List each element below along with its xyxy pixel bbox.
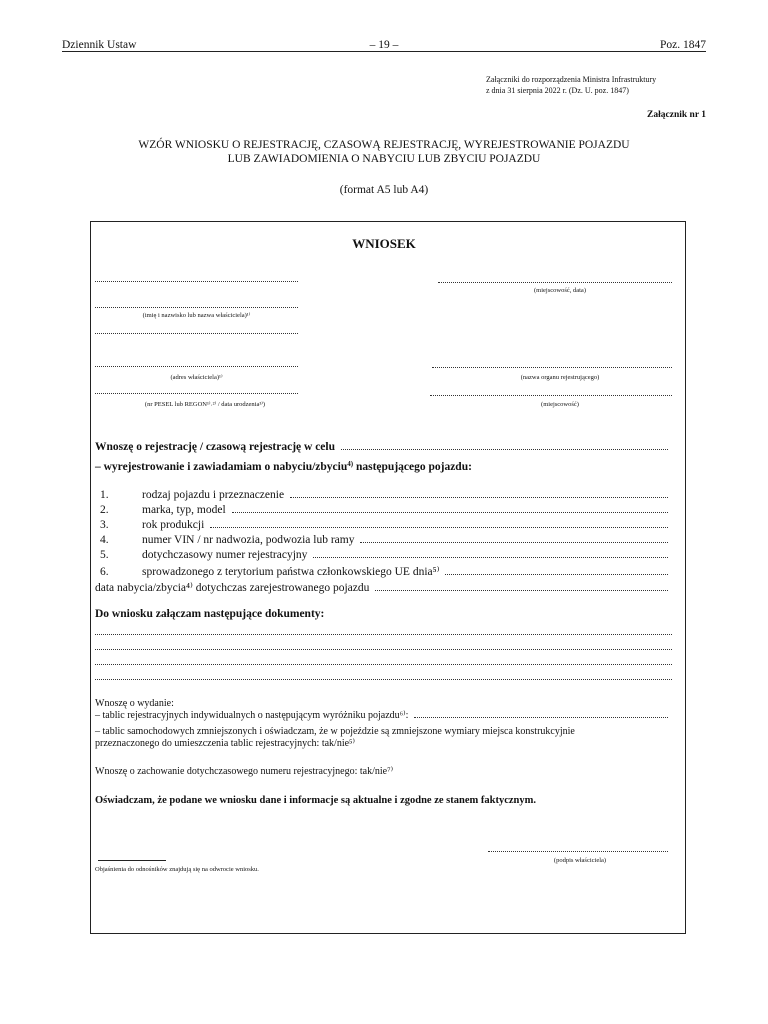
item-field[interactable] — [290, 497, 668, 498]
vehicle-item — [100, 504, 672, 516]
item-label: marka, typ, model — [142, 504, 226, 516]
issue-heading: Wnoszę o wydanie: — [95, 698, 174, 709]
title-line-2: LUB ZAWIADOMIENIA O NABYCIU LUB ZBYCIU POJAZDU — [227, 153, 541, 165]
item-label: numer VIN / nr nadwozia, podwozia lub ramy — [142, 534, 355, 546]
vehicle-item — [100, 489, 672, 501]
item-label: sprowadzonego z terytorium państwa członkowskiego UE dnia⁵⁾ — [142, 566, 440, 578]
signature-field[interactable] — [488, 851, 668, 852]
issue-line-1-text: – tablic rejestracyjnych indywidualnych o następującym wyróżniku pojazdu⁶⁾: — [95, 710, 409, 721]
acquisition-date-label: data nabycia/zbycia⁴⁾ dotychczas zarejestrowanego pojazdu — [95, 582, 370, 594]
attachment-field[interactable] — [95, 679, 672, 680]
item-field[interactable] — [313, 557, 668, 558]
item-number: 1. — [100, 489, 109, 501]
acquisition-date-row — [95, 580, 672, 594]
item-field[interactable] — [210, 527, 668, 528]
vehicle-identifier-field[interactable] — [414, 717, 668, 718]
page-number: – 19 – — [369, 39, 399, 51]
pesel-caption: (nr PESEL lub REGON¹⁾˒²⁾ / data urodzenia³⁾) — [144, 401, 266, 408]
issue-line-1 — [95, 710, 672, 721]
title-line-1: WZÓR WNIOSKU O REJESTRACJĘ, CZASOWĄ REJESTRACJĘ, WYREJESTROWANIE POJAZDU — [138, 139, 630, 151]
attachment-field[interactable] — [95, 664, 672, 665]
footnote-note: Objaśnienia do odnośników znajdują się na odwrocie wniosku. — [95, 866, 259, 873]
owner-name-field-1[interactable] — [95, 281, 298, 282]
request-line-2 — [95, 460, 472, 473]
item-label: dotychczasowy numer rejestracyjny — [142, 549, 308, 561]
issue-line-2: – tablic samochodowych zmniejszonych i oświadczam, że w pojeździe są zmniejszone wymiary miejsca konstrukcyjnie — [95, 726, 575, 737]
authority-caption: (nazwa organu rejestrującego) — [520, 374, 600, 381]
item-label: rodzaj pojazdu i przeznaczenie — [142, 489, 285, 501]
vehicle-item — [100, 534, 672, 546]
request-line-2-end: następującego pojazdu: — [353, 461, 472, 473]
owner-name-field-2[interactable] — [95, 307, 298, 308]
owner-address-caption: (adres właściciela)¹⁾ — [170, 374, 223, 381]
annex-note — [486, 74, 708, 96]
item-label: rok produkcji — [142, 519, 205, 531]
issue-line-3: przeznaczonego do umieszczenia tablic rejestracyjnych: tak/nie⁵⁾ — [95, 738, 355, 749]
place-caption: (miejscowość) — [541, 401, 579, 408]
footnote-rule — [98, 860, 166, 861]
annex-number: Załącznik nr 1 — [647, 110, 706, 120]
request-line-1-text: Wnoszę o rejestrację / czasową rejestrację w celu — [95, 441, 336, 453]
attachments-heading: Do wniosku załączam następujące dokumenty: — [95, 608, 325, 620]
item-field[interactable] — [445, 574, 668, 575]
owner-address-field-1[interactable] — [95, 333, 298, 334]
form-heading: WNIOSEK — [352, 236, 416, 251]
vehicle-item — [100, 564, 672, 578]
attachment-field[interactable] — [95, 649, 672, 650]
purpose-field[interactable] — [341, 449, 668, 450]
item-field[interactable] — [360, 542, 668, 543]
item-number: 2. — [100, 504, 109, 516]
position-number: Poz. 1847 — [660, 39, 706, 51]
place-date-field[interactable] — [438, 282, 672, 283]
pesel-regon-field[interactable] — [95, 393, 298, 394]
vehicle-item — [100, 549, 672, 561]
declaration: Oświadczam, że podane we wniosku dane i informacje są aktualne i zgodne ze stanem faktycznym. — [95, 795, 536, 806]
document-title — [60, 138, 708, 166]
annex-note-line-2: z dnia 31 sierpnia 2022 r. (Dz. U. poz. 1847) — [486, 86, 629, 95]
owner-address-field-2[interactable] — [95, 366, 298, 367]
request-line-1 — [95, 441, 672, 453]
item-number: 6. — [100, 566, 109, 578]
keep-number-line: Wnoszę o zachowanie dotychczasowego numeru rejestracyjnego: tak/nie⁷⁾ — [95, 766, 394, 777]
footnote-4-marker: 4) — [347, 460, 354, 468]
format-note: (format A5 lub A4) — [339, 184, 429, 196]
item-number: 5. — [100, 549, 109, 561]
place-field[interactable] — [430, 395, 672, 396]
attachment-field[interactable] — [95, 634, 672, 635]
item-number: 4. — [100, 534, 109, 546]
item-field[interactable] — [232, 512, 668, 513]
request-line-2-start: – wyrejestrowanie i zawiadamiam o nabyciu/zbyciu — [95, 461, 348, 473]
acquisition-date-field[interactable] — [375, 590, 668, 591]
publication-title: Dziennik Ustaw — [62, 39, 137, 51]
owner-name-caption: (imię i nazwisko lub nazwa właściciela)¹⁾ — [142, 312, 251, 319]
authority-name-field[interactable] — [432, 367, 672, 368]
place-date-caption: (miejscowość, data) — [534, 287, 586, 294]
item-number: 3. — [100, 519, 109, 531]
vehicle-item — [100, 519, 672, 531]
annex-note-line-1: Załączniki do rozporządzenia Ministra Infrastruktury — [486, 75, 657, 84]
header-rule — [62, 51, 706, 52]
signature-caption: (podpis właściciela) — [553, 857, 607, 864]
